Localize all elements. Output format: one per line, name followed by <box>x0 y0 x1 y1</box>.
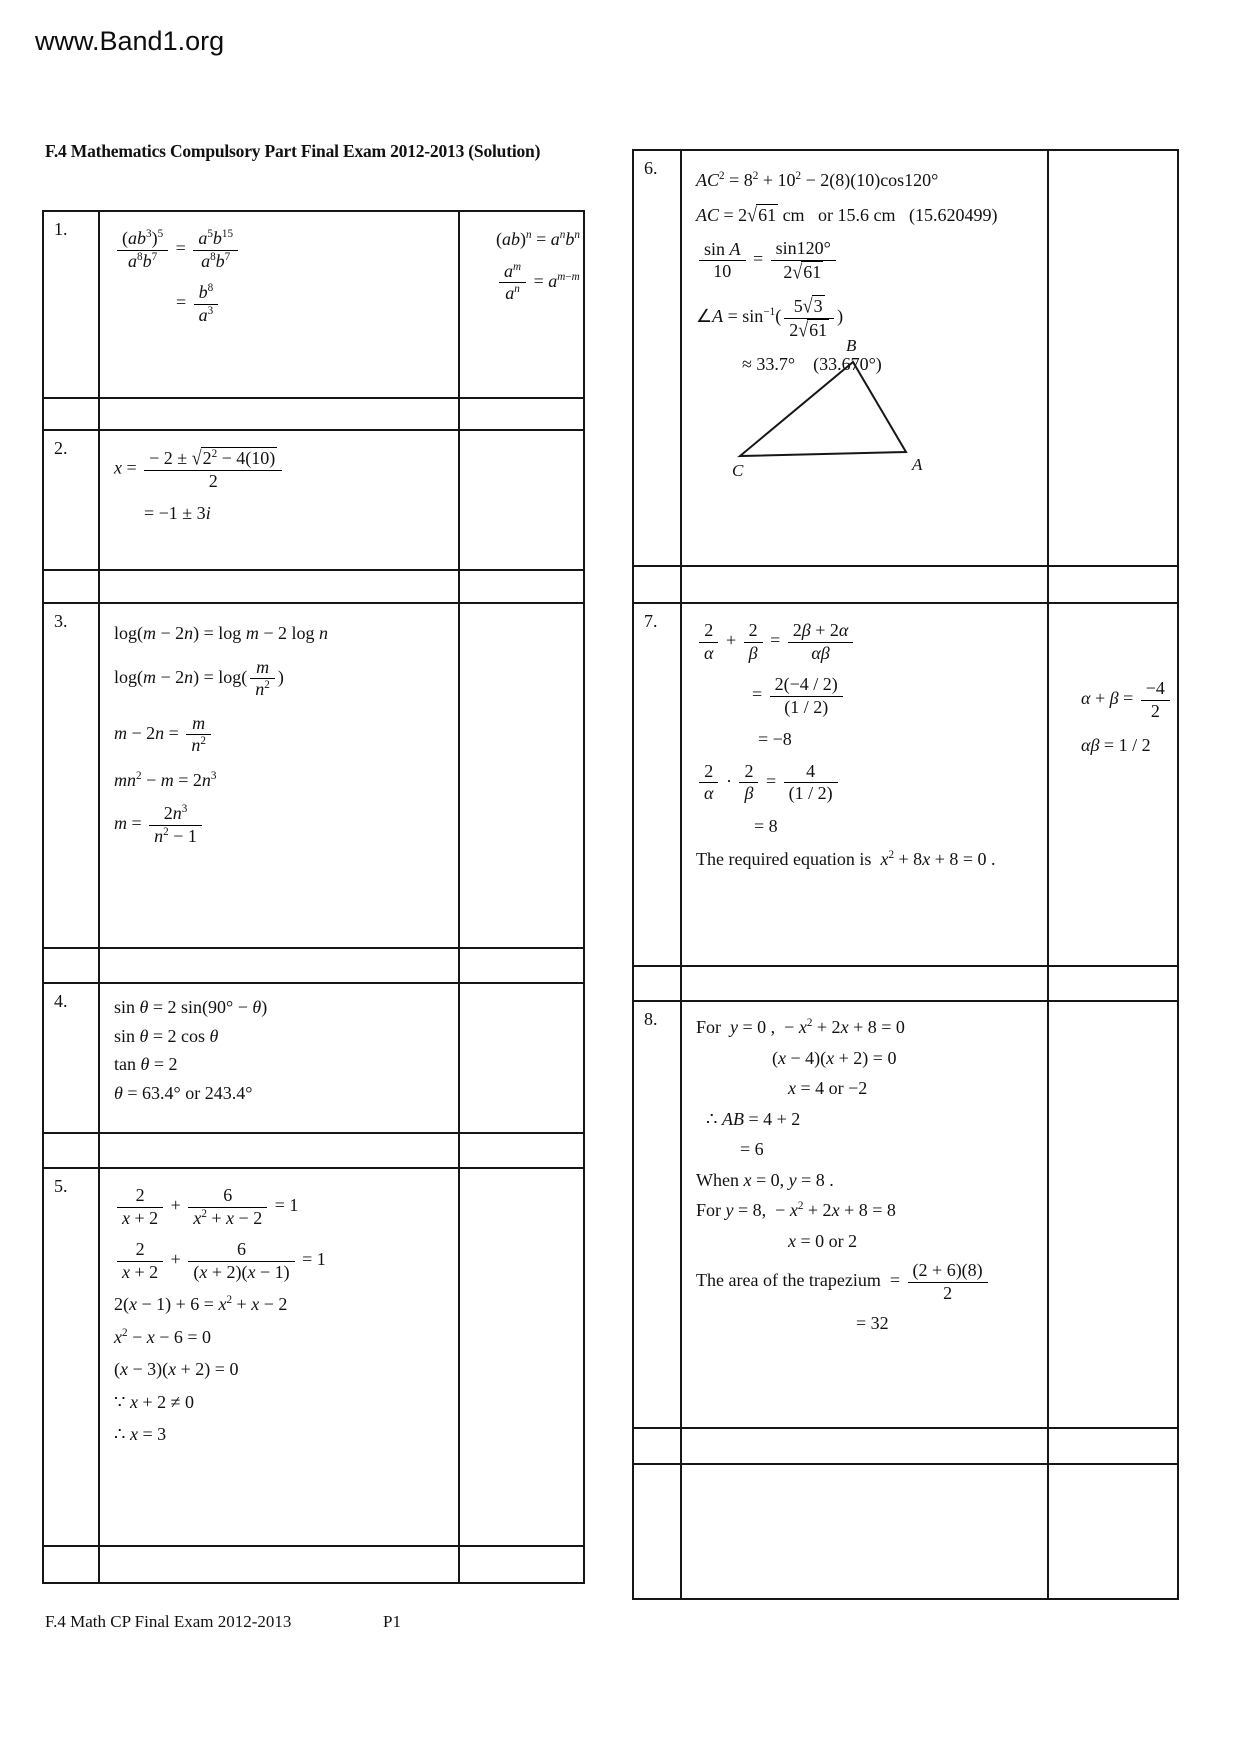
table-row <box>43 1168 584 1546</box>
math-line: = −1 ± 3i <box>144 503 211 524</box>
spacer-row <box>43 1133 584 1168</box>
table-row <box>633 150 1178 566</box>
math-line: = 32 <box>856 1313 889 1334</box>
question-number: 4. <box>54 991 68 1011</box>
table-row <box>633 603 1178 966</box>
math-line: $\frac{\text{sin A}}{10}$ = $\frac{\sin 120^\circ}{2√61}$ <box>696 238 1047 283</box>
math-line: x = 4 or −2 <box>788 1078 868 1098</box>
empty-row <box>633 1464 1178 1599</box>
spacer-row <box>633 1428 1178 1464</box>
math-line: The required equation is $x^2 + 8x + 8 = 0$ . <box>696 848 996 869</box>
math-line: log(m − 2n) = log( $\frac{m}{n^2}$ ) <box>114 656 284 700</box>
math-line: For y = 8, − $x^2 + 2x + 8 = 8$ <box>696 1200 896 1220</box>
spacer-row <box>43 948 584 983</box>
solutions-table-left <box>42 210 585 1584</box>
math-line: ∴ x = 3 <box>114 1424 167 1445</box>
math-line: m = $\frac{2n^3}{n^2 - 1}$ <box>114 803 458 847</box>
math-line: $\frac{2}{\alpha}$ · $\frac{2}{\beta}$ = $\frac{4}{(1 / 2)}$ <box>696 761 1047 805</box>
reference-cell <box>460 212 583 397</box>
table-row <box>43 211 584 398</box>
math-line: $\frac{2}{x + 2}$ + $\frac{6}{(x + 2)(x - 1)}$ = 1 <box>114 1239 458 1283</box>
math-line: θ = 63.4° or 243.4° <box>114 1082 253 1103</box>
triangle-label-c: C <box>732 461 744 480</box>
math-line: When x = 0, y = 8 . <box>696 1169 834 1190</box>
spacer-row <box>43 570 584 603</box>
math-line: $x^2 - x - 6 = 0$ <box>114 1326 212 1347</box>
triangle-diagram <box>732 331 982 481</box>
solution-cell <box>100 604 458 939</box>
math-line: (x − 4)(x + 2) = 0 <box>772 1047 897 1068</box>
question-number: 6. <box>644 158 658 178</box>
math-line: $AC^2 = 8^2 + 10^2 - 2(8)(10)\cos 120^\circ$ <box>696 170 939 190</box>
footer-text: F.4 Math CP Final Exam 2012-2013 <box>45 1612 292 1631</box>
math-line: = $\frac{2(-4 / 2)}{(1 / 2)}$ <box>752 674 1047 718</box>
math-line: $\frac{(ab^3)^5}{a^8b^7}$ = $\frac{a^5b^{15}}{a^8b^7}$ <box>114 228 458 272</box>
table-row <box>633 1001 1178 1428</box>
table-row <box>43 983 584 1133</box>
math-line: ≈ 33.7° (33.670°) <box>742 354 882 375</box>
math-line: = 8 <box>754 816 778 837</box>
math-line: αβ = 1 / 2 <box>1081 735 1151 756</box>
math-line: ∵ x + 2 ≠ 0 <box>114 1391 194 1412</box>
math-line: = 6 <box>740 1139 764 1159</box>
math-line: ∴ AB = 4 + 2 <box>706 1108 801 1129</box>
math-line: tan θ = 2 <box>114 1054 178 1074</box>
math-line: (x − 3)(x + 2) = 0 <box>114 1359 239 1380</box>
math-line: AC = 2√61 cm or 15.6 cm (15.620499) <box>696 203 998 226</box>
solution-cell <box>682 151 1047 557</box>
spacer-row <box>633 966 1178 1001</box>
question-number: 8. <box>644 1009 658 1029</box>
triangle-label-b: B <box>846 336 857 355</box>
solutions-table-right <box>632 149 1179 1600</box>
math-line: $\frac{2}{\alpha}$ + $\frac{2}{\beta}$ = $\frac{2\beta + 2\alpha}{\alpha\beta}$ <box>696 620 1047 664</box>
spacer-row <box>633 566 1178 603</box>
solution-cell <box>100 212 458 387</box>
math-line: $mn^2 - m = 2n^3$ <box>114 769 217 790</box>
math-line: $(ab)^n = a^nb^n$ <box>496 229 580 249</box>
solution-cell <box>682 1002 1047 1419</box>
solution-cell <box>100 984 458 1124</box>
triangle-label-a: A <box>912 455 923 474</box>
site-header: www.Band1.org <box>35 26 225 56</box>
math-line: = $\frac{b^8}{a^3}$ <box>176 282 458 326</box>
triangle-shape <box>740 362 906 456</box>
reference-cell <box>1049 604 1177 957</box>
table-row <box>43 603 584 948</box>
question-number: 3. <box>54 611 68 631</box>
math-line: α + β = $\frac{-4}{2}$ <box>1081 678 1177 722</box>
page-title: F.4 Mathematics Compulsory Part Final Exam 2012-2013 (Solution) <box>45 141 541 161</box>
question-number: 7. <box>644 611 658 631</box>
question-number: 2. <box>54 438 68 458</box>
math-line: For y = 0 , − $x^2 + 2x + 8 = 0$ <box>696 1017 905 1037</box>
math-line: $\frac{a^m}{a^n}$ = $a^{m-m}$ <box>496 261 583 305</box>
footer-page-number: P1 <box>383 1612 401 1631</box>
math-line: sin θ = 2 sin(90° − θ) <box>114 997 268 1017</box>
math-line: $\frac{2}{x + 2}$ + $\frac{6}{x^2 + x - 2}$ = 1 <box>114 1185 458 1229</box>
solution-cell <box>100 1169 458 1537</box>
spacer-row <box>43 398 584 430</box>
spacer-row <box>43 1546 584 1583</box>
math-line: x = 0 or 2 <box>788 1230 858 1251</box>
math-line: x = $\frac{- 2 \pm √2^2 - 4(10)}{2}$ <box>114 447 458 492</box>
math-line: = −8 <box>758 729 792 750</box>
solution-cell <box>682 604 1047 957</box>
math-line: $2(x - 1) + 6 = x^2 + x - 2$ <box>114 1294 288 1315</box>
question-number: 1. <box>54 219 68 239</box>
solution-cell <box>100 431 458 561</box>
math-line: sin θ = 2 cos θ <box>114 1025 219 1046</box>
math-line: log(m − 2n) = log m − 2 log n <box>114 623 328 643</box>
question-number: 5. <box>54 1176 68 1196</box>
table-row <box>43 430 584 570</box>
math-line: The area of the trapezium = $\frac{(2 + 6)(8)}{2}$ <box>696 1260 1047 1304</box>
math-line: ∠A = $\sin^{-1}$( $\frac{5√3}{2√61}$ ) <box>696 294 844 341</box>
math-line: m − 2n = $\frac{m}{n^2}$ <box>114 713 458 757</box>
